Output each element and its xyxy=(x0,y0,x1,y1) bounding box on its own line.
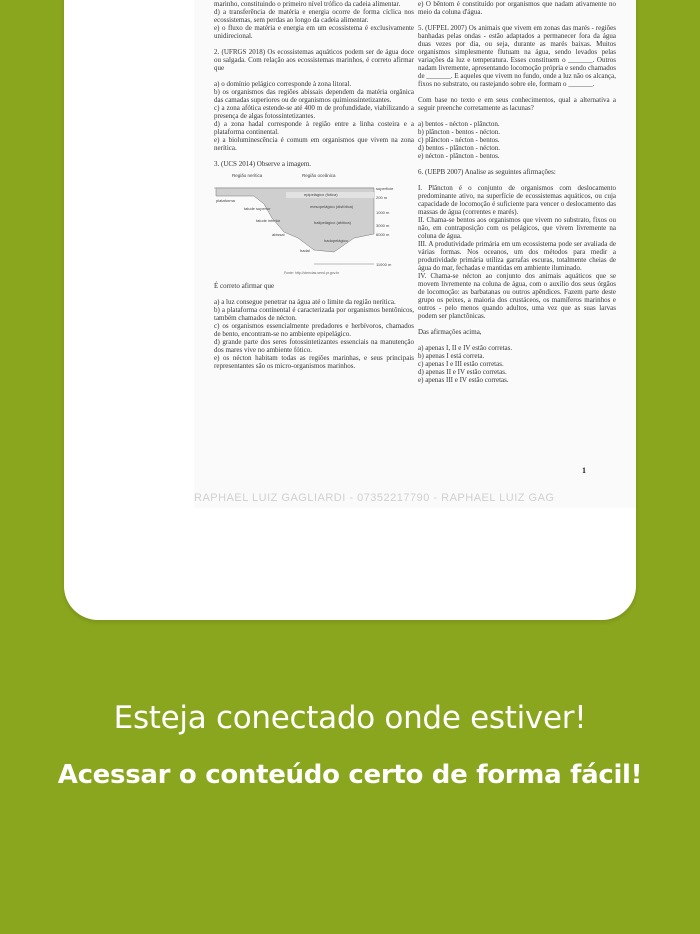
subtagline: Acessar o conteúdo certo de forma fácil! xyxy=(57,760,643,790)
left-column-paragraph: e) o fluxo de matéria e energia em um ecossistema é exclusivamente unidirecional. xyxy=(214,24,414,40)
diagram-label-talude-superior: talude superior xyxy=(244,206,271,211)
watermark: RAPHAEL LUIZ GAGLIARDI - 07352217790 - RAPHAEL LUIZ GAG xyxy=(194,492,555,504)
right-column-paragraph: a) bentos - nécton - plâncton. xyxy=(418,120,500,128)
home-button[interactable] xyxy=(322,574,378,608)
right-column-paragraph: Das afirmações acima, xyxy=(418,328,482,336)
diagram-label-oceanica: Região oceânica xyxy=(302,173,336,178)
diagram-label-mesopelagico: mesopelágico (disfótica) xyxy=(310,204,354,209)
paragraph-gap xyxy=(418,336,616,344)
page-number: 1 xyxy=(582,466,586,475)
right-column-paragraph: Com base no texto e em seus conhecimentos, qual a alternativa a seguir preenche corretamente as lacunas? xyxy=(418,96,616,112)
diagram-label-epipelagico: epipelágico (fótica) xyxy=(304,192,338,197)
paragraph-gap xyxy=(418,16,616,24)
right-column-paragraph: IV. Chama-se nécton ao conjunto dos animais aquáticos que se movem livremente na coluna de água, com o auxílio dos seus órgãos de locomoção: as barbatanas ou outros apêndices. Fazem parte deste grupo os peixes, a maioria dos crustáceos, os mamíferos marinhos e outros - pelo menos quando adultos, uma vez que as suas larvas podem ser planctônicas. xyxy=(418,272,616,320)
right-column-paragraph: d) bentos - plâncton - nécton. xyxy=(418,144,501,152)
right-column-paragraph: 5. (UFPEL 2007) Os animais que vivem em zonas das marés - regiões banhadas pelas ondas - estão adaptados a permanecer fora da água duas vezes por dia, ou seja, durante as marés baixas. Muitos organismos simplesmente flutuam na água, sendo levados pelas variações da luz e temperatura. Esses constituem o _______. Outros nadam livremente, apresentando locomoção própria e sendo chamados de _______. E aqueles que vivem no fundo, onde a luz não os alcança, fixos no substrato, ou rastejando sobre ele, formam o _______. xyxy=(418,24,616,88)
right-column-paragraph: b) apenas I está correta. xyxy=(418,352,485,360)
tagline: Esteja conectado onde estiver! xyxy=(113,700,587,736)
diagram-label-1000m: 1000 m xyxy=(376,210,390,215)
right-column-paragraph: b) plâncton - bentos - nécton. xyxy=(418,128,501,136)
diagram-label-hadal: hadal xyxy=(300,248,310,253)
diagram-label-6000m: 6000 m xyxy=(376,232,390,237)
document-screen[interactable] xyxy=(194,0,636,508)
diagram-label-plataforma: plataforma xyxy=(216,198,235,203)
paragraph-gap xyxy=(214,152,414,160)
left-column-paragraph: c) os organismos essencialmente predadores e herbívoros, chamados de bento, encontram-se no ambiente epipelágico. xyxy=(214,322,414,338)
left-column-paragraph: b) os organismos das regiões abissais dependem da matéria orgânica das camadas superiores ou de organismos quimiossintetizantes. xyxy=(214,88,414,104)
paragraph-gap xyxy=(418,176,616,184)
diagram-label-abissal: abissal xyxy=(272,232,285,237)
left-column-paragraph: É correto afirmar que xyxy=(214,282,275,290)
ocean-zones-diagram xyxy=(214,172,404,278)
paragraph-gap xyxy=(214,290,414,298)
diagram-label-neritica: Região nerítica xyxy=(232,173,263,178)
left-column-paragraph: d) grande parte dos seres fotossintetizantes essenciais na manutenção dos mares vive no ambiente fótico. xyxy=(214,338,414,354)
left-column-paragraph: d) a transferência de matéria e energia ocorre de forma cíclica nos ecossistemas, sem perdas ao longo da cadeia alimentar. xyxy=(214,8,414,24)
tablet-device xyxy=(64,0,636,620)
right-column-paragraph: c) plâncton - nécton - bentos. xyxy=(418,136,500,144)
paragraph-gap xyxy=(418,320,616,328)
diagram-label-3000m: 3000 m xyxy=(376,223,390,228)
left-column-paragraph: marinho, constituindo o primeiro nível trófico da cadeia alimentar. xyxy=(214,0,401,8)
diagram-label-superficie: superfície xyxy=(376,186,394,191)
left-column-paragraph: 3. (UCS 2014) Observe a imagem. xyxy=(214,160,312,168)
right-column-paragraph: e) nécton - plâncton - bentos. xyxy=(418,152,500,160)
left-column-paragraph: a) a luz consegue penetrar na água até o limite da região nerítica. xyxy=(214,298,396,306)
left-column-paragraph: a) o domínio pelágico corresponde à zona litoral. xyxy=(214,80,352,88)
paragraph-gap xyxy=(418,112,616,120)
paragraph-gap xyxy=(214,40,414,48)
diagram-label-batipelagico: batipelágico (afótica) xyxy=(314,220,351,225)
right-column-paragraph: e) O bêntom é constituído por organismos que nadam ativamente no meio da coluna d'água. xyxy=(418,0,616,16)
left-column-paragraph: d) a zona hadal corresponde à região entre a linha costeira e a plataforma continental. xyxy=(214,120,414,136)
right-column-paragraph: c) apenas I e III estão corretas. xyxy=(418,360,504,368)
left-column-paragraph: b) a plataforma continental é caracterizada por organismos bentônicos, também chamados de nécton. xyxy=(214,306,414,322)
left-column-paragraph: e) os nécton habitam todas as regiões marinhas, e seus principais representantes são os micro-organismos marinhos. xyxy=(214,354,414,370)
left-column-paragraph: e) a bioluminescência é comum em organismos que vivem na zona nerítica. xyxy=(214,136,414,152)
document-page xyxy=(194,0,636,508)
right-column-paragraph: I. Plâncton é o conjunto de organismos com deslocamento predominante ativo, na superfície de ecossistemas aquáticos, ou cuja capacidade de locomoção é suficiente para vencer o deslocamento das massas de água (correntes e marés). xyxy=(418,184,616,216)
right-column-paragraph: d) apenas II e IV estão corretas. xyxy=(418,368,507,376)
paragraph-gap xyxy=(418,88,616,96)
right-column xyxy=(418,0,616,384)
right-column-paragraph: a) apenas I, II e IV estão corretas. xyxy=(418,344,513,352)
diagram-source: Fonte: http://ciencias.seed.pr.gov.br xyxy=(284,271,340,275)
right-column-paragraph: II. Chama-se bentos aos organismos que vivem no substrato, fixos ou não, em contraposição com os pelágicos, que vivem livremente na coluna de água. xyxy=(418,216,616,240)
left-column-paragraph: 2. (UFRGS 2018) Os ecossistemas aquáticos podem ser de água doce ou salgada. Com relação aos ecossistemas marinhos, é correto afirmar que xyxy=(214,48,414,72)
diagram-label-11000m: 11000 m xyxy=(376,262,392,267)
paragraph-gap xyxy=(214,72,414,80)
left-column-paragraph: c) a zona afótica estende-se até 400 m de profundidade, viabilizando a presença de algas fotossintetizantes. xyxy=(214,104,414,120)
left-column xyxy=(214,0,414,370)
paragraph-gap xyxy=(418,160,616,168)
right-column-paragraph: 6. (UEPB 2007) Analise as seguintes afirmações: xyxy=(418,168,556,176)
right-column-paragraph: III. A produtividade primária em um ecossistema pode ser avaliada de várias formas. Nos oceanos, um dos métodos para medir a produtividade primária utiliza garrafas escuras, totalmente cheias de água do mar, fechadas e mantidas em ambiente iluminado. xyxy=(418,240,616,272)
diagram-label-hadopelagico: hadopelágico xyxy=(324,238,348,243)
right-column-paragraph: e) apenas III e IV estão corretas. xyxy=(418,376,509,384)
diagram-label-talude-inferior: talude inferior xyxy=(256,218,281,223)
diagram-label-200m: 200 m xyxy=(376,195,388,200)
